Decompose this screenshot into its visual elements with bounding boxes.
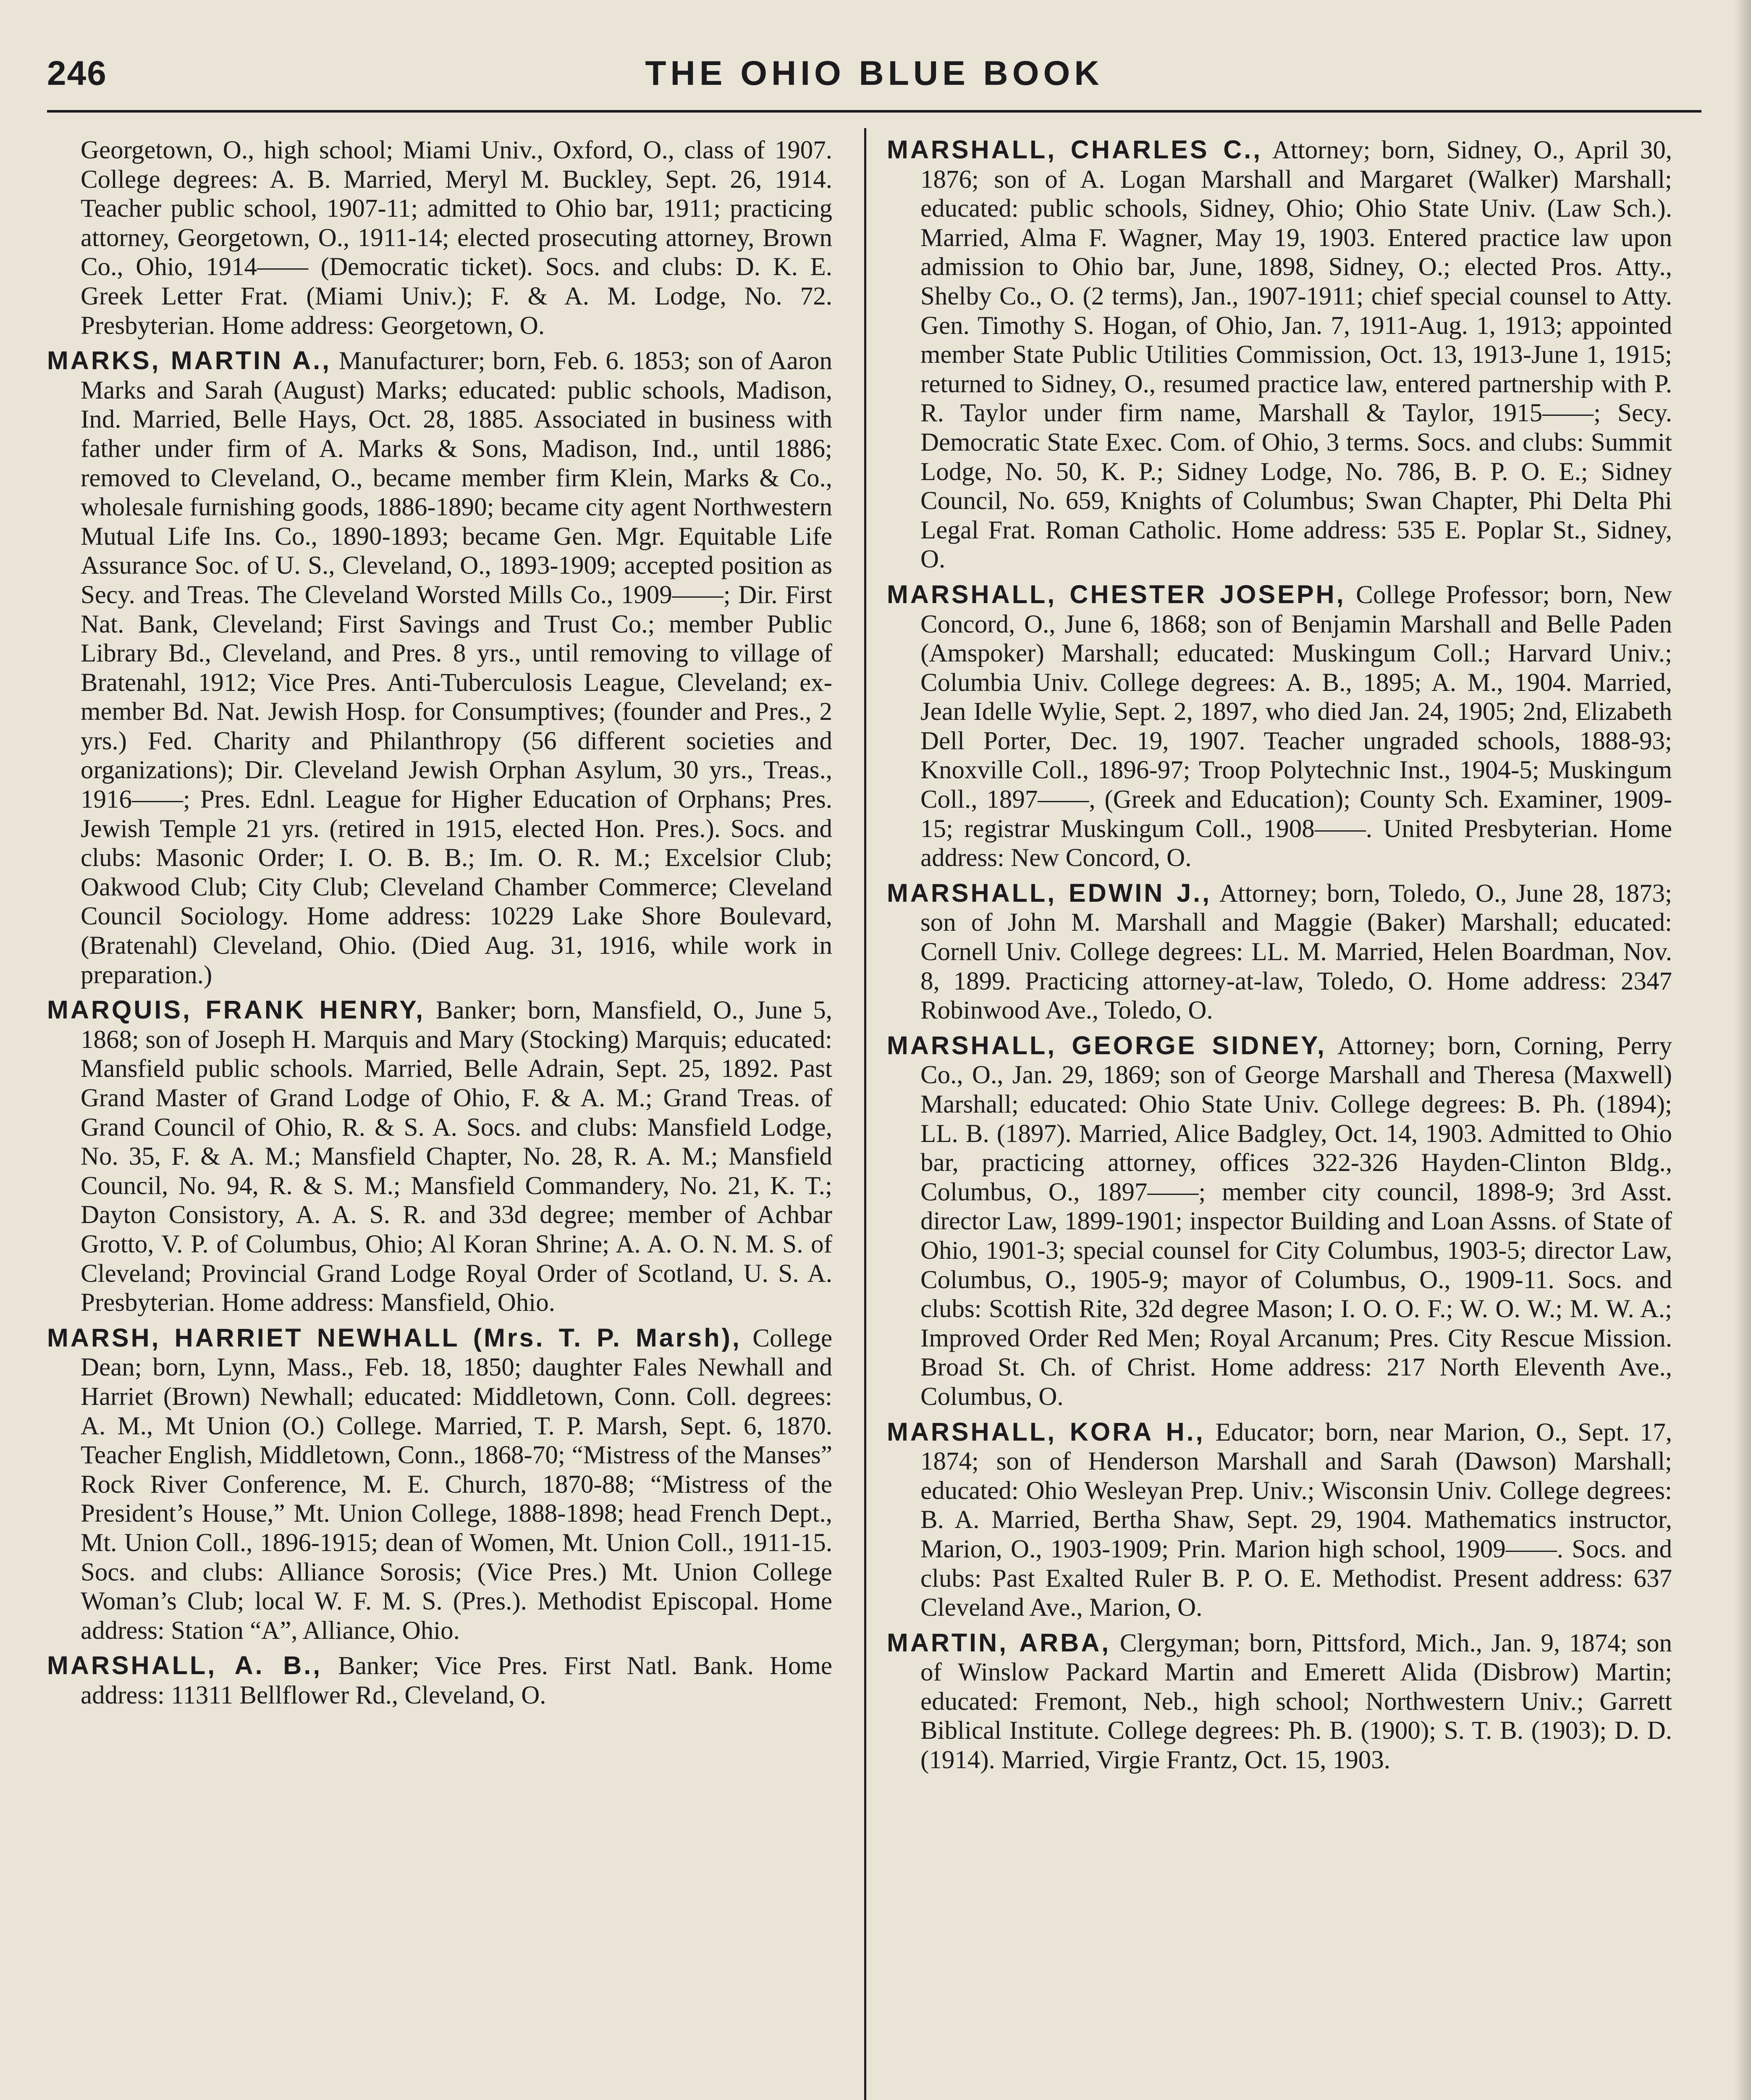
biography-entry [887, 1628, 1672, 1775]
running-title: THE OHIO BLUE BOOK [645, 54, 1104, 92]
entry-text: Clergyman; born, Pittsford, Mich., Jan. 9, 1874; son of Winslow Packard Martin and Emerett Alida (Disbrow) Martin; educated: Fremont, Neb., high school; Northwestern Univ.; Garrett Biblical Institute. College degrees: Ph. B. (1900); S. T. B. (1903); D. D. (1914). Married, Virgie Frantz, Oct. 15, 1903. [920, 1629, 1672, 1774]
biography-entry [887, 1418, 1672, 1622]
entry-name: MARKS, MARTIN A., [47, 346, 332, 375]
biography-entry [47, 346, 832, 990]
entry-text: Attorney; born, Corning, Perry Co., O., Jan. 29, 1869; son of George Marshall and Theresa (Maxwell) Marshall; educated: Ohio State Univ. College degrees: B. Ph. (1894); LL. B. (1897). Married, Alice Badgley, Oct. 14, 1903. Admitted to Ohio bar, practicing attorney, offices 322-326 Hayden-Clinton Bldg., Columbus, O., 1897——; member city council, 1898-9; 3rd Asst. director Law, 1899-1901; inspector Building and Loan Assns. of State of Ohio, 1901-3; special counsel for City Columbus, 1903-5; director Law, Columbus, O., 1905-9; mayor of Columbus, O., 1909-11. Socs. and clubs: Scottish Rite, 32d degree Mason; I. O. O. F.; W. O. W.; M. W. A.; Improved Order Red Men; Royal Arcanum; Pres. City Rescue Mission. Broad St. Ch. of Christ. Home address: 217 North Eleventh Ave., Columbus, O. [920, 1032, 1672, 1411]
entry-text: Banker; Vice Pres. First Natl. Bank. Home address: 11311 Bellflower Rd., Cleveland, O. [81, 1652, 832, 1709]
entry-text: Attorney; born, Toledo, O., June 28, 1873; son of John M. Marshall and Maggie (Baker) Marshall; educated: Cornell Univ. College degrees: LL. M. Married, Helen Boardman, Nov. 8, 1899. Practicing attorney-at-law, Toledo, O. Home address: 2347 Robinwood Ave., Toledo, O. [920, 879, 1672, 1025]
biography-entry [887, 135, 1672, 574]
left-column [47, 135, 832, 2100]
biography-entry [47, 135, 832, 340]
right-column [887, 135, 1672, 2100]
biography-entry [887, 879, 1672, 1025]
entry-name: MARQUIS, FRANK HENRY, [47, 995, 425, 1024]
header-rule [47, 110, 1701, 113]
page-edge-shadow [1734, 0, 1751, 2100]
page-number: 246 [47, 54, 107, 92]
page-header [47, 54, 1701, 104]
biography-entry [47, 1323, 832, 1646]
entry-text: Attorney; born, Sidney, O., April 30, 1876; son of A. Logan Marshall and Margaret (Walker) Marshall; educated: public schools, Sidney, Ohio; Ohio State Univ. (Law Sch.). Married, Alma F. Wagner, May 19, 1903. Entered practice law upon admission to Ohio bar, June, 1898, Sidney, O.; elected Pros. Atty., Shelby Co., O. (2 terms), Jan., 1907-1911; chief special counsel to Atty. Gen. Timothy S. Hogan, of Ohio, Jan. 7, 1911-Aug. 1, 1913; appointed member State Public Utilities Commission, Oct. 13, 1913-June 1, 1915; returned to Sidney, O., resumed practice law, entered partnership with P. R. Taylor under firm name, Marshall & Taylor, 1915——; Secy. Democratic State Exec. Com. of Ohio, 3 terms. Socs. and clubs: Summit Lodge, No. 50, K. P.; Sidney Lodge, No. 786, B. P. O. E.; Sidney Council, No. 659, Knights of Columbus; Swan Chapter, Phi Delta Phi Legal Frat. Roman Catholic. Home address: 535 E. Poplar St., Sidney, O. [920, 136, 1672, 574]
entry-name: MARSHALL, A. B., [47, 1651, 322, 1680]
entry-text: Banker; born, Mansfield, O., June 5, 1868; son of Joseph H. Marquis and Mary (Stocking) Marquis; educated: Mansfield public schools. Married, Belle Adrain, Sept. 25, 1892. Past Grand Master of Grand Lodge of Ohio, F. & A. M.; Grand Treas. of Grand Council of Ohio, R. & S. A. Socs. and clubs: Mansfield Lodge, No. 35, F. & A. M.; Mansfield Chapter, No. 28, R. A. M.; Mansfield Council, No. 94, R. & S. M.; Mansfield Commandery, No. 21, K. T.; Dayton Consistory, A. A. S. R. and 33d degree; member of Achbar Grotto, V. P. of Columbus, Ohio; Al Koran Shrine; A. A. O. N. M. S. of Cleveland; Provincial Grand Lodge Royal Order of Scotland, U. S. A. Presbyterian. Home address: Mansfield, Ohio. [81, 996, 832, 1317]
biography-entry [47, 995, 832, 1318]
column-divider [864, 128, 866, 2100]
entry-text: Manufacturer; born, Feb. 6. 1853; son of Aaron Marks and Sarah (August) Marks; educated: public schools, Madison, Ind. Married, Belle Hays, Oct. 28, 1885. Associated in business with father under firm of A. Marks & Sons, Madison, Ind., until 1886; removed to Cleveland, O., became member firm Klein, Marks & Co., wholesale furnishing goods, 1886-1890; became city agent Northwestern Mutual Life Ins. Co., 1890-1893; became Gen. Mgr. Equitable Life Assurance Soc. of U. S., Cleveland, O., 1893-1909; accepted position as Secy. and Treas. The Cleveland Worsted Mills Co., 1909——; Dir. First Nat. Bank, Cleveland; First Savings and Trust Co.; member Public Library Bd., Cleveland, and Pres. 8 yrs., until removing to village of Bratenahl, 1912; Vice Pres. Anti-Tuberculosis League, Cleveland; ex-member Bd. Nat. Jewish Hosp. for Consumptives; (founder and Pres., 2 yrs.) Fed. Charity and Philanthropy (56 different societies and organizations); Dir. Cleveland Jewish Orphan Asylum, 30 yrs., Treas., 1916——; Pres. Ednl. League for Higher Education of Orphans; Pres. Jewish Temple 21 yrs. (retired in 1915, elected Hon. Pres.). Socs. and clubs: Masonic Order; I. O. B. B.; Im. O. R. M.; Excelsior Club; Oakwood Club; City Club; Cleveland Chamber Commerce; Cleveland Council Sociology. Home address: 10229 Lake Shore Boulevard, (Bratenahl) Cleveland, Ohio. (Died Aug. 31, 1916, while work in preparation.) [81, 347, 832, 989]
entry-name: MARSHALL, CHARLES C., [887, 135, 1263, 164]
biography-entry [47, 1651, 832, 1710]
entry-name: MARSHALL, CHESTER JOSEPH, [887, 580, 1346, 609]
biography-entry [887, 580, 1672, 873]
entry-name: MARSH, HARRIET NEWHALL (Mrs. T. P. Marsh), [47, 1323, 742, 1352]
biography-entry [887, 1031, 1672, 1412]
entry-name: MARSHALL, KORA H., [887, 1417, 1205, 1446]
entry-text: Educator; born, near Marion, O., Sept. 17, 1874; son of Henderson Marshall and Sarah (Dawson) Marshall; educated: Ohio Wesleyan Prep. Univ.; Wisconsin Univ. College degrees: B. A. Married, Bertha Shaw, Sept. 29, 1904. Mathematics instructor, Marion, O., 1903-1909; Prin. Marion high school, 1909——. Socs. and clubs: Past Exalted Ruler B. P. O. E. Methodist. Present address: 637 Cleveland Ave., Marion, O. [920, 1418, 1672, 1622]
entry-text: College Dean; born, Lynn, Mass., Feb. 18, 1850; daughter Fales Newhall and Harriet (Brown) Newhall; educated: Middletown, Conn. Coll. degrees: A. M., Mt Union (O.) College. Married, T. P. Marsh, Sept. 6, 1870. Teacher English, Middletown, Conn., 1868-70; “Mistress of the Manses” Rock River Conference, M. E. Church, 1870-88; “Mistress of the President’s House,” Mt. Union College, 1888-1898; head French Dept., Mt. Union Coll., 1896-1915; dean of Women, Mt. Union Coll., 1911-15. Socs. and clubs: Alliance Sorosis; (Vice Pres.) Mt. Union College Woman’s Club; local W. F. M. S. (Pres.). Methodist Episcopal. Home address: Station “A”, Alliance, Ohio. [81, 1324, 832, 1645]
entry-text: Georgetown, O., high school; Miami Univ., Oxford, O., class of 1907. College degrees: A. B. Married, Meryl M. Buckley, Sept. 26, 1914. Teacher public school, 1907-11; admitted to Ohio bar, 1911; practicing attorney, Georgetown, O., 1911-14; elected prosecuting attorney, Brown Co., Ohio, 1914—— (Democratic ticket). Socs. and clubs: D. K. E. Greek Letter Frat. (Miami Univ.); F. & A. M. Lodge, No. 72. Presbyterian. Home address: Georgetown, O. [81, 136, 832, 340]
entry-text: College Professor; born, New Concord, O., June 6, 1868; son of Benjamin Marshall and Belle Paden (Amspoker) Marshall; educated: Muskingum Coll.; Harvard Univ.; Columbia Univ. College degrees: A. B., 1895; A. M., 1904. Married, Jean Idelle Wylie, Sept. 2, 1897, who died Jan. 24, 1905; 2nd, Elizabeth Dell Porter, Dec. 19, 1907. Teacher ungraded schools, 1888-93; Knoxville Coll., 1896-97; Troop Polytechnic Inst., 1904-5; Muskingum Coll., 1897——, (Greek and Education); County Sch. Examiner, 1909-15; registrar Muskingum Coll., 1908——. United Presbyterian. Home address: New Concord, O. [920, 580, 1672, 872]
entry-name: MARTIN, ARBA, [887, 1628, 1111, 1657]
entry-name: MARSHALL, EDWIN J., [887, 878, 1212, 907]
entry-name: MARSHALL, GEORGE SIDNEY, [887, 1031, 1326, 1060]
